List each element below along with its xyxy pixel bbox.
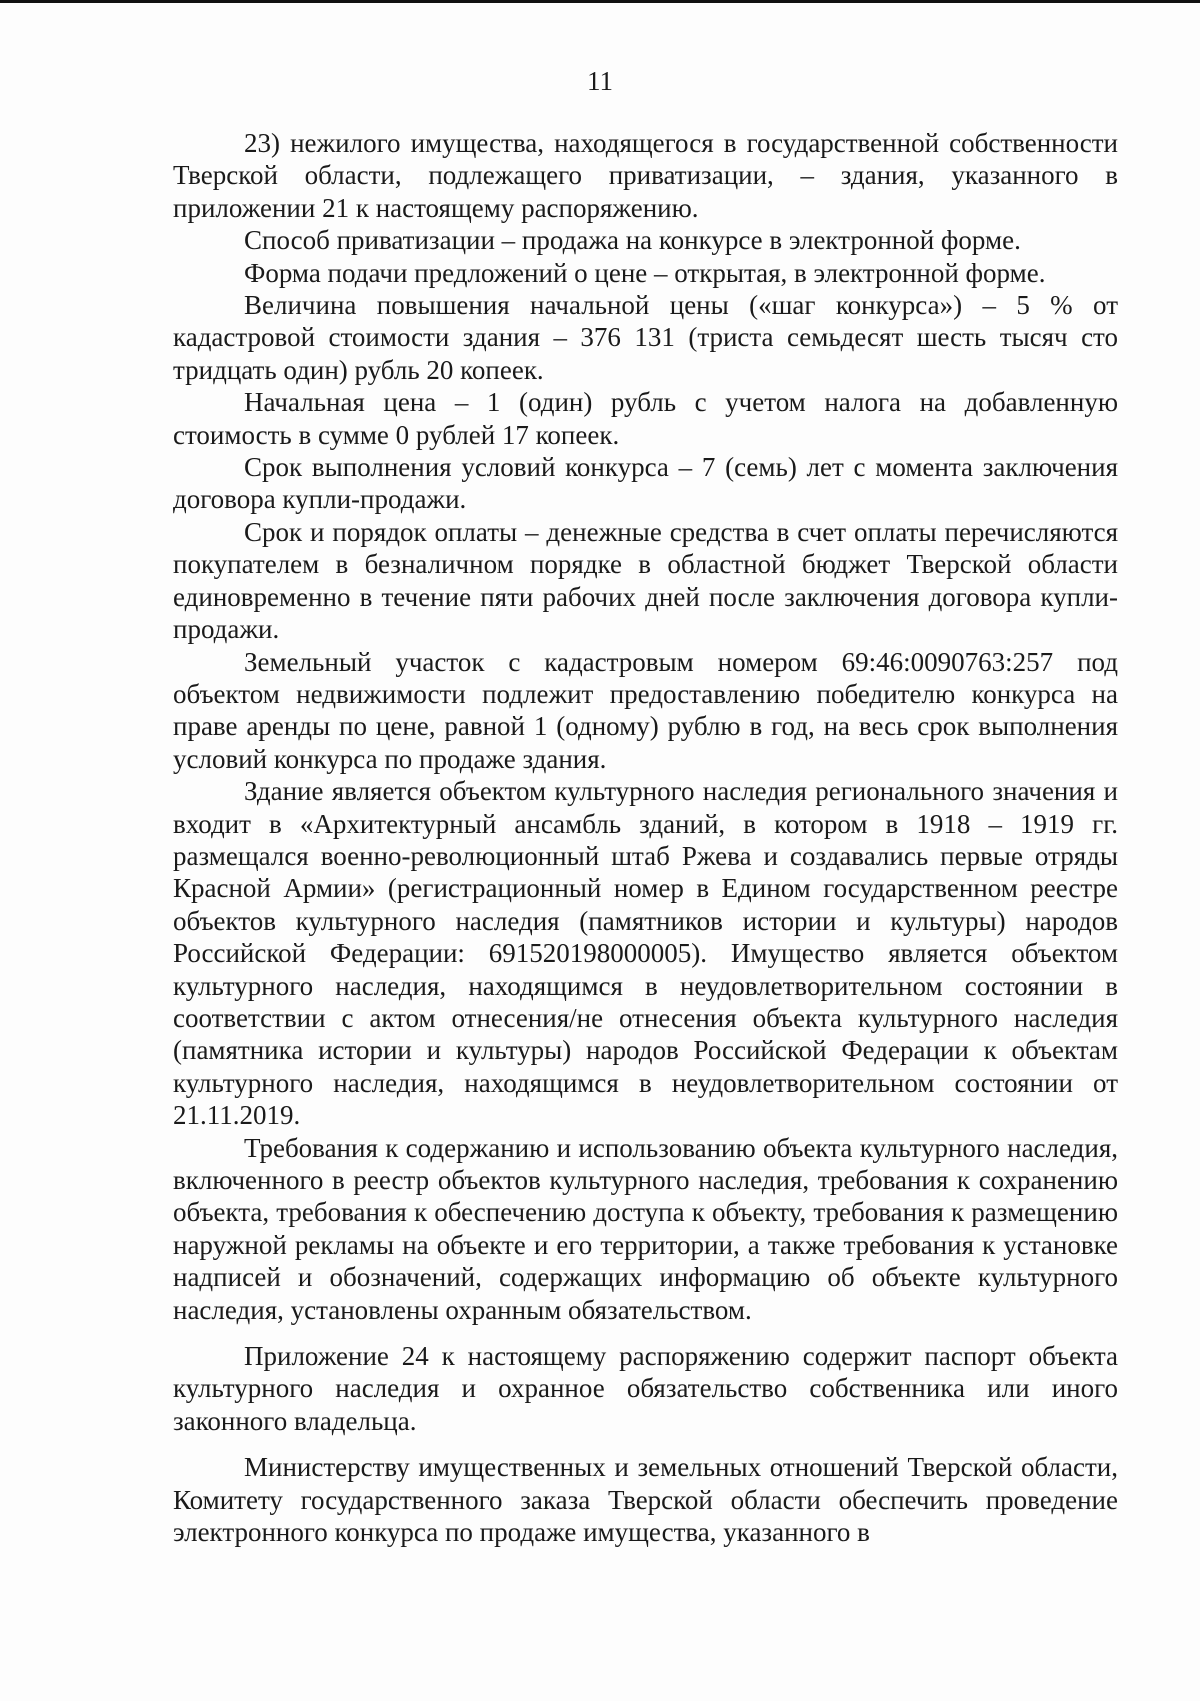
paragraph-heritage-requirements: Требования к содержанию и использованию объекта культурного наследия, включенного в реестр объектов культурного наследия, требования к сохранению объекта, требования к обеспечению доступа к объекту, требования к размещению наружной рекламы на объекте и его территории, а также требования к установке надписей и обозначений, содержащих информацию об объекте культурного наследия, установлены охранным обязательством.	[173, 1132, 1118, 1325]
document-body	[173, 127, 1118, 1548]
top-border-line	[0, 0, 1200, 3]
paragraph-ministry-instruction: Министерству имущественных и земельных отношений Тверской области, Комитету государственного заказа Тверской области обеспечить проведение электронного конкурса по продаже имущества, указанного в	[173, 1452, 1118, 1548]
paragraph-privatization-method: Способ приватизации – продажа на конкурсе в электронной форме.	[244, 225, 1021, 256]
paragraph-appendix-24: Приложение 24 к настоящему распоряжению содержит паспорт объекта культурного наследия и охранное обязательство собственника или иного законного владельца.	[173, 1341, 1118, 1436]
paragraph-initial-price: Начальная цена – 1 (один) рубль с учетом налога на добавленную стоимость в сумме 0 рублей 17 копеек.	[173, 387, 1118, 450]
paragraph-land-plot: Земельный участок с кадастровым номером 69:46:0090763:257 под объектом недвижимости подлежит предоставлению победителю конкурса на праве аренды по цене, равной 1 (одному) рублю в год, на весь срок выполнения условий конкурса по продаже здания.	[173, 646, 1118, 774]
paragraph-item-23: 23) нежилого имущества, находящегося в государственной собственности Тверской области, подлежащего приватизации, – здания, указанного в приложении 21 к настоящему распоряжению.	[173, 128, 1118, 223]
page-number: 11	[587, 66, 613, 96]
paragraph-payment-terms: Срок и порядок оплаты – денежные средства в счет оплаты перечисляются покупателем в безналичном порядке в областной бюджет Тверской области единовременно в течение пяти рабочих дней после заключения договора купли-продажи.	[173, 516, 1118, 645]
paragraph-price-step: Величина повышения начальной цены («шаг конкурса») – 5 % от кадастровой стоимости здания – 376 131 (триста семьдесят шесть тысяч сто тридцать один) рубль 20 копеек.	[173, 290, 1118, 385]
paragraph-cultural-heritage: Здание является объектом культурного наследия регионального значения и входит в «Архитектурный ансамбль зданий, в котором в 1918 – 1919 гг. размещался военно-революционный штаб Ржева и создавались первые отряды Красной Армии» (регистрационный номер в Едином государственном реестре объектов культурного наследия (памятников истории и культуры) народов Российской Федерации: 691520198000005). Имущество является объектом культурного наследия, находящимся в неудовлетворительном состоянии в соответствии с актом отнесения/не отнесения объекта культурного наследия (памятника истории и культуры) народов Российской Федерации к объектам культурного наследия, находящимся в неудовлетворительном состоянии от 21.11.2019.	[173, 776, 1118, 1131]
paragraph-contest-term: Срок выполнения условий конкурса – 7 (семь) лет с момента заключения договора купли-продажи.	[173, 452, 1118, 515]
paragraph-bid-form: Форма подачи предложений о цене – открытая, в электронной форме.	[244, 257, 1046, 288]
